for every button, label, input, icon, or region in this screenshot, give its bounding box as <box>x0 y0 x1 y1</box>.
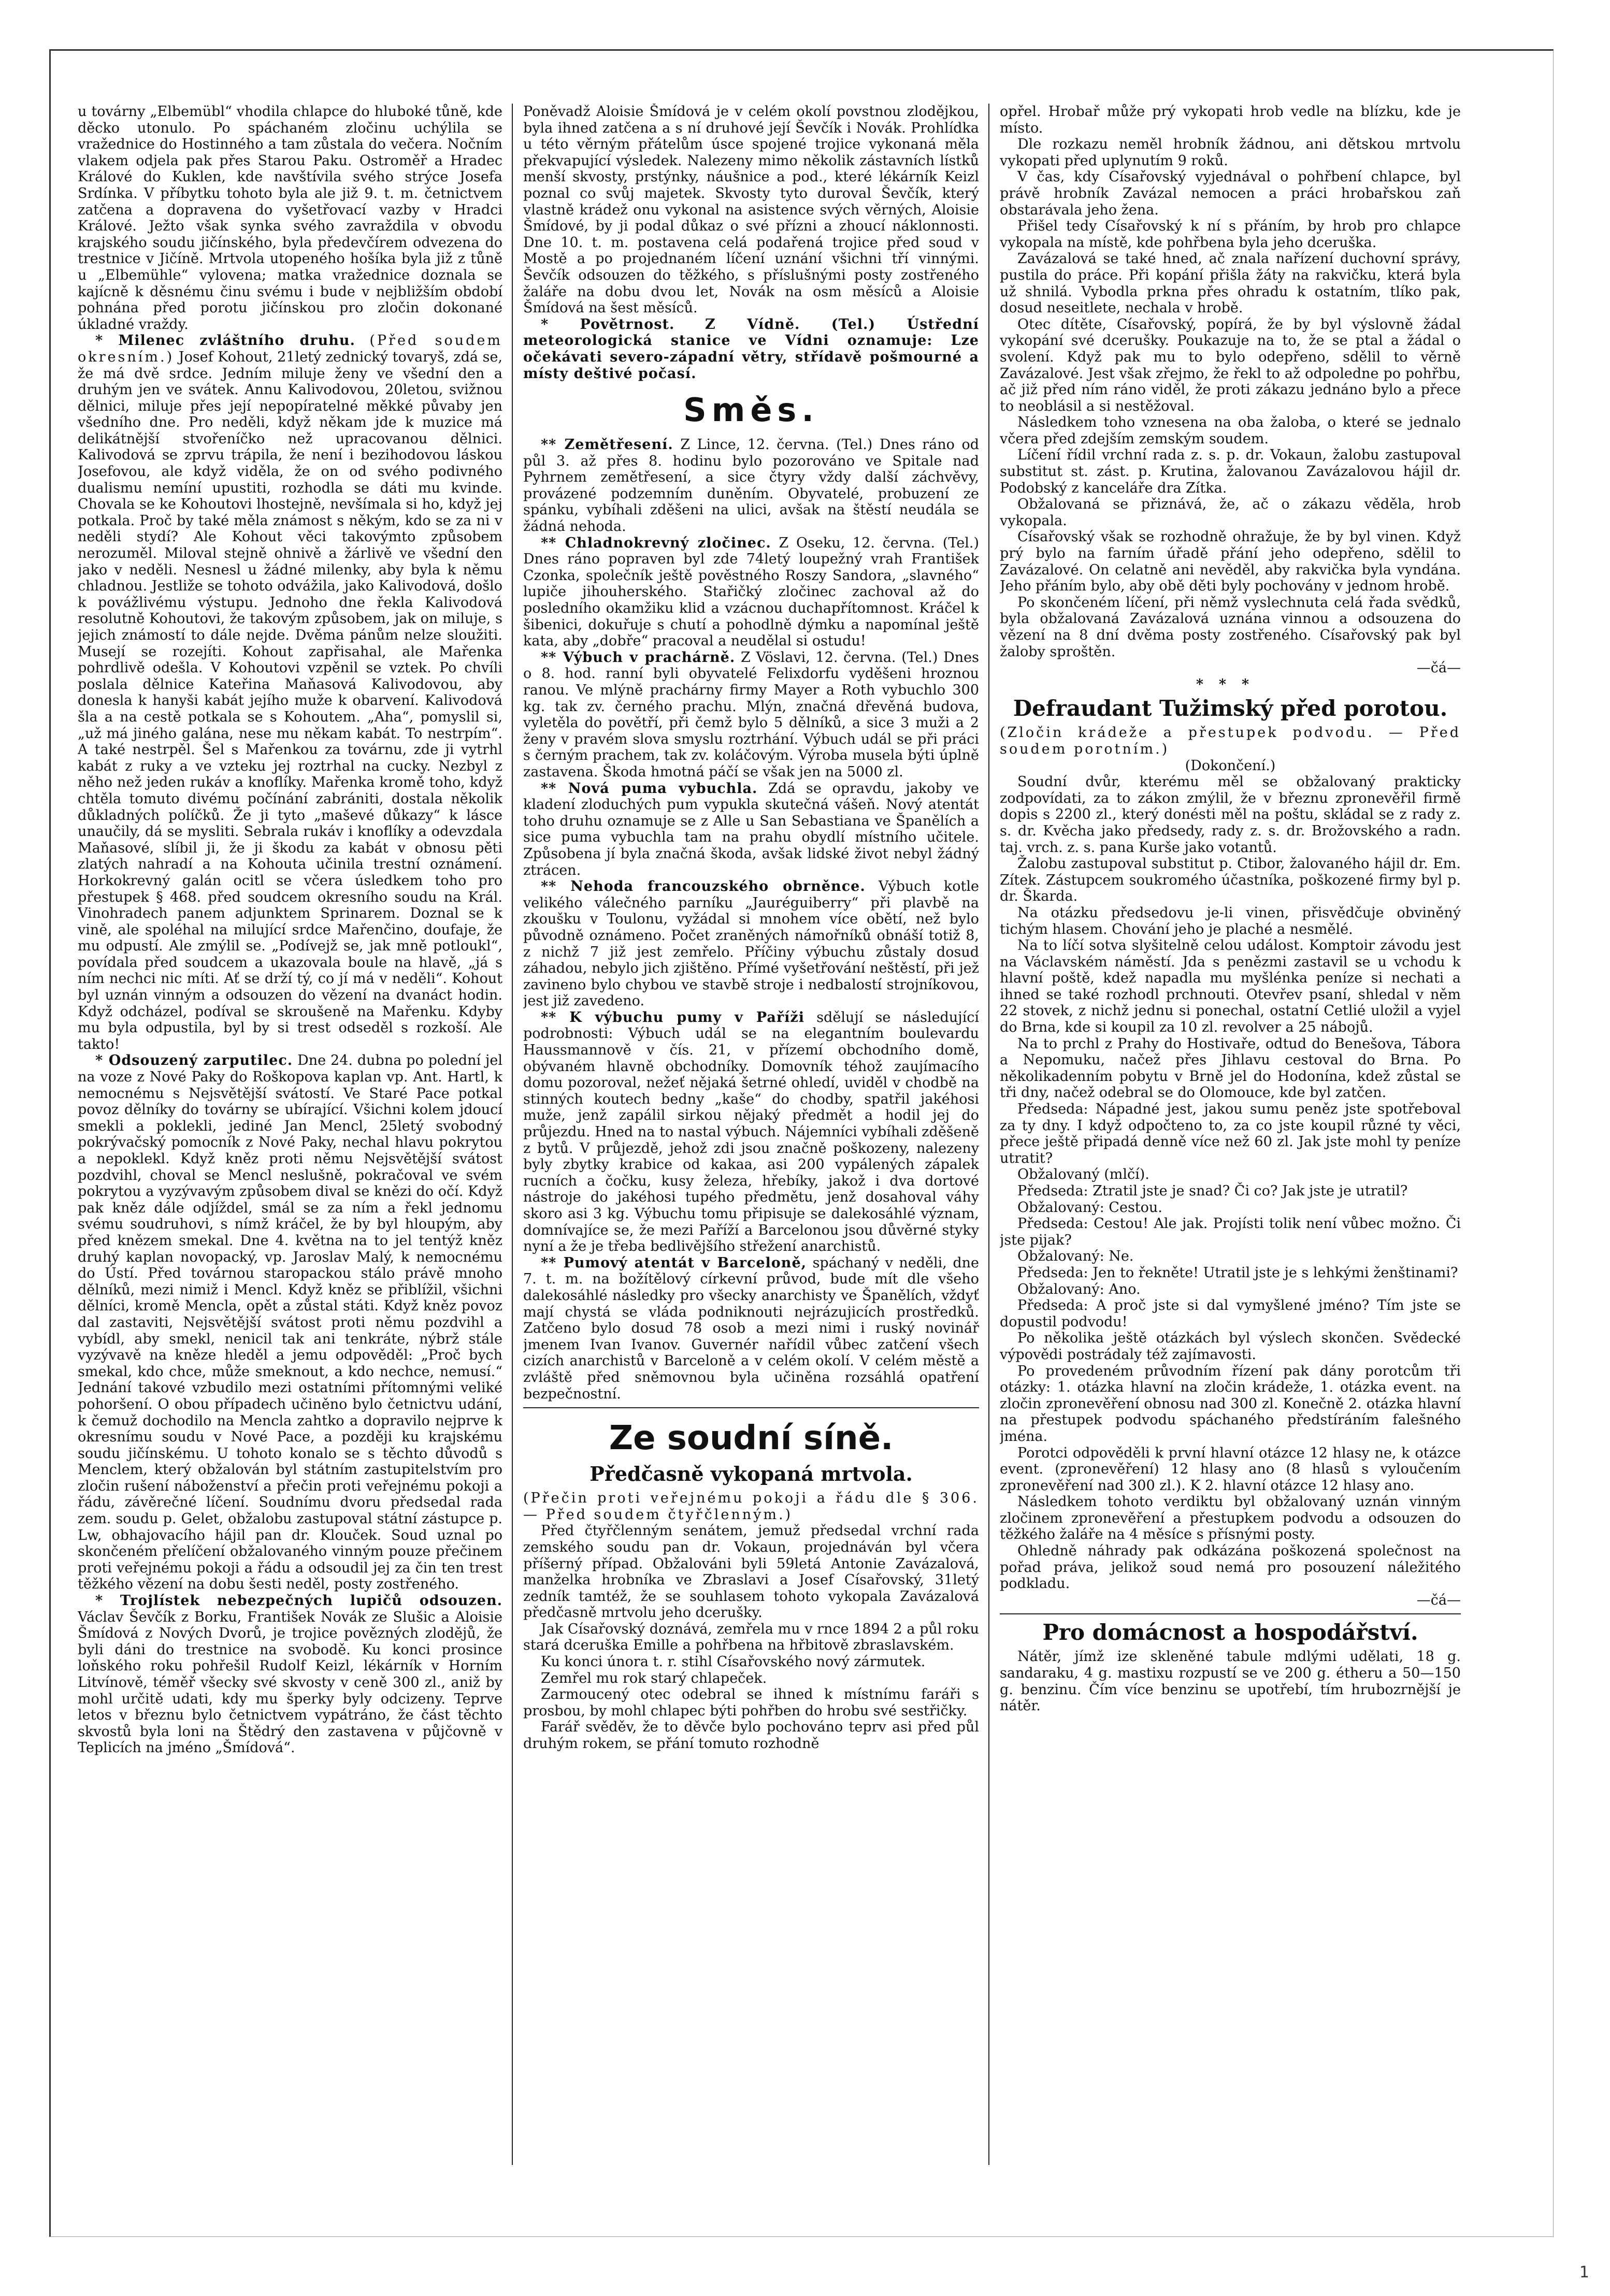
section-title: Ze soudní síně. <box>609 1419 894 1458</box>
paragraph: Porotci odpověděli k první hlavní otázce 12 hlasy ne, k otázce event. (zpronevěření) 12 hlasy ano (8 hlasů s vyloučením zpronevěření nad 300 zl.). K 2. hlavní otázce 12 hlasy ano. <box>1000 1445 1461 1494</box>
paragraph: Následkem tohoto verdiktu byl obžalovaný uznán vinným zločinem zpronevěření a přestupkem podvodu a odsouzen do těžkého žaláře na 4 měsíce s přísnými posty. <box>1000 1494 1461 1543</box>
article-title: Defraudant Tužimský před porotou. <box>1013 696 1448 721</box>
dialogue-line: Obžalovaný: Ne. <box>1017 1248 1134 1265</box>
paragraph: Z Vídně. (Tel.) Ústřední meteorologická stanice ve Vídni oznamuje: Lze očekávati severo-západní větry, střídavě pošmourné a místy deštivé počasí. <box>523 316 979 382</box>
news-item <box>523 316 979 382</box>
divider <box>1000 1613 1461 1614</box>
dialogue-line: Obžalovaný (mlčí). <box>1017 1166 1149 1183</box>
news-item <box>523 1009 979 1255</box>
paragraph: spáchaný v neděli, dne 7. t. m. na božítělový církevní průvod, bude mít dle všeho dalekosáhlé následky pro všecky anarchisty ve Španělích, vždyť mají chystá se vláda podniknouti nejrázujicích prostředků. Zatčeno bylo dosud 78 osob a mezi nimi i ruský novinář jmenem Ivan Ivanov. Guvernér nařídil vůbec zatčení všech cizích anarchistů v Barceloně a v celém okolí. V celém městě a zvláště před sněmovnou byla učiněna rozsáhlá opatření bezpečnostní. <box>523 1254 979 1402</box>
news-item <box>523 535 979 649</box>
paragraph: Po několika ještě otázkách byl výslech skončen. Svědecké výpovědi postrádaly též zajímavosti. <box>1000 1330 1461 1363</box>
paragraph: Z Vöslavi, 12. června. (Tel.) Dnes o 8. hod. ranní byli obyvatelé Felixdorfu vyděšeni hroznou ranou. Ve mlýně prachárny firmy Mayer a Roth vybuchlo 300 kg. tak zv. černého prachu. Mlýn, značná dřevěná budova, vyletěla do povětří, při čemž bylo 5 dělníků, a sice 3 muži a 2 ženy v pravém slova smyslu roztrhání. Výbuch udál se při práci s černým prachem, tak zv. koláčovým. Výroba musela býti úplně zastavena. Škoda hmotná páčí se však jen na 5000 zl. <box>523 649 979 780</box>
paragraph: Na to líčí sotva slyšitelně celou událost. Komptoir závodu jest na Václavském náměstí. Jda s penězmi zastavil se u vchodu k hlavní poště, kdež napadla mu myšlénka peníze si nechati a ihned se také rozhodl prchnouti. Otevřev psaní, shledal v něm 22 stovek, z nichž jednu si ponechal, ostatní Cetlié uložil a vyjel do Brna, kde si koupil za 10 zl. revolver a 25 nábojů. <box>1000 937 1461 1036</box>
paragraph: Po skončeném líčení, při němž vyslechnuta celá řada svědků, byla obžalovaná Zavázalová uznána vinnou a odsouzena do vězení na 8 dní dvěma posty zostřeného. Císařovský pak byl žaloby sproštěn. <box>1000 594 1461 660</box>
dialogue-line: Předseda: Cestou! Ale jak. Projísti tolik není vůbec možno. Či jste pijak? <box>1000 1216 1461 1248</box>
headline: * Milenec zvláštního druhu. <box>95 333 355 349</box>
separator-stars: *** <box>1196 676 1265 692</box>
divider <box>523 1407 979 1408</box>
paragraph: Výbuch kotle velikého válečného parníku „Jauréguiberry“ při plavbě na zkoušku v Toulonu, vyžádal si mnohem více obětí, než bylo původně oznámeno. Počet zraněných námořníků obnáší totiž 8, z nichž 7 již jest zemřelo. Příčiny výbuchu zůstaly dosud záhadou, nebylo jich zjištěno. Přímé vyšetřování neštěstí, při jež zavineno bylo chybou ve stavbě stroje i nedbalostí strojníkovou, jest již zavedeno. <box>523 878 979 1009</box>
paragraph: Následkem toho vznesena na oba žaloba, o které se jednalo včera před zdejším zemským soudem. <box>1000 414 1461 447</box>
headline: ** Výbuch v prachárně. <box>541 649 736 666</box>
news-item <box>78 1052 502 1593</box>
paragraph: Václav Ševčík z Borku, František Novák ze Slušic a Aloisie Šmídová z Nových Dvorů, je trojice povězných zlodějů, že byli dáni do trestnice na svobodě. Ku konci prosince loňského roku pohřešil Rudolf Keizl, lékárník v Horním Litvínově, téměř všecky své skvosty v ceně 300 zl., aniž by mohl určitě udati, kdy mu šperky byly odcizeny. Teprve letos v březnu bylo četnictvem vypátráno, že část těchto skvostů byla loni na Štědrý den zastavena v půjčovně v Teplicích na jméno „Šmídová“. <box>78 1609 502 1756</box>
paragraph: Přišel tedy Císařovský k ní s přáním, by hrob pro chlapce vykopala na místě, kde pohřbena byla jeho dceruška. <box>1000 218 1461 251</box>
news-item <box>78 333 502 1052</box>
signature: —čá— <box>1416 1592 1461 1608</box>
article-lead: (Zločin krádeže a přestupek podvodu. — Před soudem porotním.) <box>1000 725 1461 757</box>
paragraph: Nátěr, jímž ize skleněné tabule mdlými udělati, 18 g. sandaraku, 4 g. mastixu rozpustí se ve 200 g. étheru a 50—150 g. benzinu. Čím více benzinu se upotřebí, tím hrubozrnější je nátěr. <box>1000 1649 1461 1714</box>
paragraph: sdělují se následující podrobnosti: Výbuch udál se na elegantním boulevardu Haussmannově v čís. 21, v přízemí obchodního domě, obývaném hlavně obchodníky. Domovník téhož zaujímacího domu pozoroval, nežeť nějaká šetrné ohledí, uviděl v chodbě na stinných koutech bedny „kaše“ do chodby, spatřil jakéhosi muže, jenž zapálil sirkou nějaký předmět a hodil jej do průjezdu. Hned na to nastal výbuch. Nájemníci vybíhali zděšeně z bytů. V průjezdě, jehož zdi jsou značně poškozeny, nalezeny byly zbytky krabice od kakaa, asi 200 vypálených zápalek rucních a čočku, kusy železa, hřebíky, jakož i dva dortové nástroje do jakéhosi tupého předmětu, jenž dosahoval váhy skoro asi 3 kg. Výbuchu tomu připisuje se dalekosáhlé význam, domnívajíce se, že mezi Paříží a Barcelonou jsou důvěrné styky nyní a že je třeba bedlivějšího střežení anarchistů. <box>523 1009 979 1255</box>
paragraph: Po provedeném průvodním řízení pak dány porotcům tři otázky: 1. otázka hlavní na zločin krádeže, 1. otázka event. na zločin zpronevěření obnosu nad 300 zl. Konečně 2. otázka hlavní na přestupek podvodu spáchaného předstíráním falešného jména. <box>1000 1363 1461 1445</box>
dialogue-line: Předseda: Jen to řekněte! Utratil jste je s lehkými ženštinami? <box>1017 1264 1458 1281</box>
paragraph: Josef Kohout, 21letý zednický tovaryš, zdá se, že má dvě srdce. Jedním miluje ženy ve všední den a druhým jen ve svátek. Annu Kalivodovou, 20letou, svižnou dělnici, miluje přes její nepopíratelné měkké půvaby jen všedního dne. Pro neděli, když někam jde k muzice má delikátnější stvořeníčko než upracovanou dělnici. Kalivodová se zprvu trápila, že není i bezihodovou láskou Josefovou, ale když viděla, že on od svého podivného dualismu nemíní upustiti, rozhodla se dáti mu kvinde. Chovala se ke Kohoutovi lhostejně, nevšímala si ho, když jej potkala. Proč by také měla známost s někým, kdo se za ni v neděli stydí? Ale Kohout věci takovýmto způsobem nerozuměl. Miloval stejně ohnivě a žárlivě ve všední den jako v neděli. Nesnesl u žádné milenky, aby byla k němu chladnou. Jestliže se tohoto odvážila, jako Kalivodová, došlo k povážlivému výstupu. Jednoho dne řekla Kalivodová resolutně Kohoutovi, že takovým způsobem, jak on miluje, s jejich známostí to dále nejde. Dvěma pánům nelze sloužiti. Musejí se rozejíti. Kohout zapřisahal, ale Mařenka pohrdlivě odešla. V Kohoutovi vzpěnil se vztek. Po chvíli poslala dělnice Kateřina Maňasová Kalivodovou, aby donesla k hanyši kabát jejího muže k obarvení. Kalivodová šla a na cestě potkala se s Kohoutem. „Aha“, pomyslil si, „už má jiného galána, nese mu někam kabát. To nestrpím“. A také nestrpěl. Šel s Mařenkou za továrnu, zde ji vytrhl kabát z ruky a ve vzteku jej roztrhal na cucky. Nezbyl z něho než jeden rukáv a knoflíky. Mařenka kromě toho, když chtěla tomuto divému počínání zabrániti, dostala několik důkladných políčků. Že ji tyto „maševé důkazy“ k lásce unaučily, dá se mysliti. Sebrala rukáv i knoflíky a odevzdala Maňasové, slíbil ji, že ji škodu za kabát v obnosu pěti zlatých nahradí a na Kohouta učinila trestní oznámení. Horkokrevný galán ocitl se včera úsledkem toho pro přestupek § 468. před soudcem okresního soudu na Král. Vinohradech panem adjunktem Sprinarem. Doznal se k vině, ale spoléhal na milující srdce Mařenčino, doufaje, že mu odpustí. Ale zmýlil se. „Podívejž se, jak mně potloukl“, povídala před soudcem a ukazovala boule na hlavě, „já s ním nechci nic míti. Ať se drží tý, co jí má v neděli“. Kohout byl uznán vinným a odsouzen do vězení na dvanáct hodin. Když odcházel, podíval se skroušeně na Mařenku. Kdyby mu byla odpustila, byl by si trest odseděl s rozkoší. Ale takto! <box>78 349 502 1052</box>
column-right <box>1000 104 1461 2165</box>
paragraph: Císařovský však se rozhodně ohražuje, že by byl vinen. Když prý bylo na farním úřadě přání jeho odepřeno, sdělil to Zavázalové. On celatně ani nevěděl, aby rakvička byla vyndána. Jeho přáním bylo, aby obě děti byly pochovány v jednom hrobě. <box>1000 529 1461 595</box>
paragraph: Poněvadž Aloisie Šmídová je v celém okolí povstnou zlodějkou, byla ihned zatčena a s ní druhové její Ševčík i Novák. Prohlídka u této věrným přátelům úsce spojené trojice vykonaná měla překvapující výsledek. Nalezeny mimo několik zástavních lístků menší skvosty, prstýnky, náušnice a pod., které lékárník Keizl poznal co svůj majetek. Skvosty tyto duroval Ševčík, který vlastně krádež onu vykonal na asistence svých věrných, Aloisie Šmídové, by ji podal důkaz o své přízni a zhoucí náklonnosti. Dne 10. t. m. postavena celá podařená trojice před soud v Mostě a po projednaném líčení uznání všichni tří vinnými. Ševčík odsouzen do těžkého, s příslušnými posty zostřeného žaláře na dobu dvou let, Novák na osm měsíců a Aloisie Šmídová na šest měsíců. <box>523 104 979 316</box>
dialogue-line: Předseda: A proč jste si dal vymyšlené jméno? Tím jste se dopustil podvodu! <box>1000 1297 1461 1330</box>
dialogue-line: Obžalovaný: Cestou. <box>1017 1199 1162 1216</box>
paragraph: Ku konci února t. r. stihl Císařovského nový zármutek. <box>541 1654 926 1670</box>
news-item <box>523 781 979 879</box>
paragraph: Soudní dvůr, kterému měl se obžalovaný prakticky zodpovídati, za to zákon zmýlil, že v březnu zpronevěřil firmě dopis s 2200 zl., který donésti měl na poštu, skládal se z rady z. s. dr. Kvěcha jako předsedy, rady z. s. dr. Brožovského a radn. taj. vrch. z. s. pana Kurše jako votantů. <box>1000 774 1461 856</box>
dialogue-line: Předseda: Ztratil jste je snad? Či co? Jak jste je utratil? <box>1017 1183 1408 1199</box>
paragraph: Jak Císařovský doznává, zemřela mu v rnce 1894 2 a půl roku stará dceruška Emille a pohřbena na hřbitově zbraslavském. <box>523 1621 979 1654</box>
continuation-note: (Dokončení.) <box>1185 757 1276 774</box>
headline: ** Chladnokrevný zločinec. <box>541 535 771 551</box>
headline: ** Zemětřesení. <box>541 437 673 453</box>
article-lead: (Přečin proti veřejnému pokoji a řádu dle § 306. — Před soudem čtyřčlenným.) <box>523 1490 979 1523</box>
headline: * Odsouzený zarputilec. <box>95 1052 293 1069</box>
paragraph: Ohledně náhrady pak odkázána poškozená společnost na pořad práva, jelikož soud nemá pro posouzení náležitého podkladu. <box>1000 1543 1461 1592</box>
news-item <box>523 437 979 535</box>
news-item <box>523 878 979 1009</box>
paragraph: Farář svěděv, že to děvče bylo pochováno teprv asi před půl druhým rokem, se přání tomuto rozhodně <box>523 1719 979 1752</box>
section-title: Směs. <box>683 391 819 429</box>
paragraph: Na to prchl z Prahy do Hostivaře, odtud do Benešova, Tábora a Nepomuku, načež přes Jihlavu cestoval do Brna. Po několikadenním pobytu v Brně jel do Hodonína, kdež zůstal se tři dny, načež odebral se do Olomouce, kde byl zatčen. <box>1000 1035 1461 1101</box>
headline: ** Nová puma vybuchla. <box>541 780 758 797</box>
dialogue-line: Předseda: Nápadné jest, jakou sumu peněz jste spotřeboval za ty dny. I když odpočteno to, za co jste koupil různé ty věci, přece ještě připadá denně více než 60 zl. Jak jste mohl ty peníze utratit? <box>1000 1101 1461 1166</box>
paragraph: Před čtyřčlenným senátem, jemuž předsedal vrchní rada zemského soudu pan dr. Vokaun, projednáván byl včera příšerný případ. Obžalováni byli 59letá Antonie Zavázalová, manželka hrobníka ve Zbraslavi a Josef Císařovský, 31letý zedník tamtéž, že se souhlasem tohoto vykopala Zavázalová předčasně mrtvolu jeho dcerušky. <box>523 1523 979 1621</box>
paragraph: Obžalovaná se přiznává, že, ač o zákazu věděla, hrob vykopala. <box>1000 496 1461 529</box>
signature: —čá— <box>1416 660 1461 676</box>
paragraph: Žalobu zastupoval substitut p. Ctibor, žalovaného hájil dr. Em. Zítek. Zástupcem soukromého účastníka, poškozené firmy byl p. dr. Škarda. <box>1000 856 1461 905</box>
paragraph: Dle rozkazu neměl hrobník žádnou, ani dětskou mrtvolu vykopati před uplynutím 9 roků. <box>1000 136 1461 169</box>
headline: ** Pumový atentát v Barceloně, <box>541 1254 807 1271</box>
news-item <box>78 1593 502 1756</box>
paragraph: opřel. Hrobař může prý vykopati hrob vedle na blízku, kde je místo. <box>1000 104 1461 136</box>
dialogue-line: Obžalovaný: Ano. <box>1017 1281 1141 1297</box>
page-mark: 1 <box>1579 2263 1589 2281</box>
paragraph: Zdá se opravdu, jakoby ve kladení zloduchých pum vypukla skutečná vášeň. Nový atentát toho druhu oznamuje se z Alle u San Sebastiana ve Španělích a sice puma vybuchla tam na prahu obydlí místního učitele. Způsobena jí byla značná škoda, avšak lidské život nebyl žádný ztrácen. <box>523 780 979 878</box>
paragraph: V čas, kdy Císařovský vyjednával o pohřbení chlapce, byl právě hrobník Zavázal nemocen a práci hrobařskou zaň obstarávala jeho žena. <box>1000 169 1461 218</box>
paragraph: u továrny „Elbemübl“ vhodila chlapce do hluboké tůně, kde děcko utonulo. Po spáchaném zločinu uchýlila se vražednice do Hostinného a tam zůstala do večera. Nočním vlakem odjela pak přes Starou Paku. Ostroměř a Hradec Králové do Kuklen, kde navštívila svého strýce Josefa Srdínka. V příbytku tohoto byla ale již 9. t. m. četnictvem zatčena a dopravena do vyšetřovací vazby v Hradci Králové. Ježto však synka svého zavraždila v obvodu krajského soudu jičínského, byla předevčírem odvezena do trestnice v Jičíně. Mrtvola utopeného hošíka byla již z tůně u „Elbemühle“ vylovena; matka vražednice doznala se kajícně k děsnému činu svému i bude v nejbližším období pohnána před porotu jičínskou pro zločin dokonané úkladné vraždy. <box>78 104 502 333</box>
news-item <box>523 1255 979 1402</box>
headline: ** Nehoda francouzského obrněnce. <box>541 878 866 895</box>
subhead: (Před soudem okresním.) <box>78 333 502 365</box>
headline: * Trojlístek nebezpečných lupičů odsouzen. <box>95 1593 502 1609</box>
headline: ** K výbuchu pumy v Paříži <box>541 1009 804 1026</box>
headline: * Povětrnost. <box>541 316 675 333</box>
paragraph: Zemřel mu rok starý chlapeček. <box>541 1670 767 1686</box>
column-rule <box>512 104 513 2165</box>
paragraph: Z Oseku, 12. června. (Tel.) Dnes ráno popraven byl zde 74letý loupežný vrah František Czonka, společník ještě pověstného Roszy Sandora, „slavného“ lupiče jihouherského. Stařičký zločinec zachoval až do posledního okamžiku klid a vzácnou duchapřítomnost. Kráčel k šibenici, dokuřuje s chutí a pohodlně dýmku a napomínal ještě kata, aby „dobře“ pracoval a neudělal si ostudu! <box>523 535 979 649</box>
section-title: Pro domácnost a hospodářství. <box>1042 1620 1418 1645</box>
article-title: Předčasně vykopaná mrtvola. <box>590 1462 913 1486</box>
news-item <box>523 649 979 781</box>
column-middle <box>523 104 979 2165</box>
paragraph: Zarmoucený otec odebral se ihned k místnímu faráři s prosbou, by mohl chlapec býti pohřben do hrobu své sestřičky. <box>523 1686 979 1719</box>
paragraph: Na otázku předsedovu je-li vinen, přisvědčuje obviněný tichým hlasem. Chování jeho je plaché a nesmělé. <box>1000 904 1461 937</box>
paragraph: Líčení řídil vrchní rada z. s. p. dr. Vokaun, žalobu zastupoval substitut st. zást. p. Krutina, žalovanou Zavázalovou hájil dr. Podobský z kanceláře dra Zítka. <box>1000 447 1461 496</box>
paragraph: Otec dítěte, Císařovský, popírá, že by byl výslovně žádal vykopání své dcerušky. Poukazuje na to, že se ptal a žádal o svolení. Když pak mu to bylo odepřeno, sdělil to věrně Zavázalové. Jest však zřejmo, že řekl to až odpoledne po pohřbu, ač již před ním ráno viděl, že proti zákazu jednáno bylo a přece to neoblásil a si nestěžoval. <box>1000 316 1461 414</box>
column-rule <box>988 104 989 2165</box>
paragraph: Dne 24. dubna po polední jel na voze z Nové Paky do Roškopova kaplan vp. Ant. Hartl, k nemocnému s Nejsvětější svátostí. Ve Staré Pace potkal povoz dělníky do továrny se ubírající. Všichni kolem jdoucí smekli a poklekli, jediné Jan Mencl, 25letý svobodný pokrývačský pomocník z Nové Paky, nechal hlavu pokrytou a nepoklekl. Když kněz proti němu Nejsvětější svátost pozdvihl, choval se Mencl neslušně, pokračoval ve svém pokrytou a vyzývavým způsobem dival se knězi do očí. Když pak kněz dále odjíždel, smál se za ním a řekl jednomu svému soudruhovi, s nímž kráčel, že by byl hloupým, aby před knězem smekal. Dne 4. května na to jel tentýž kněz druhý kaplan novopacký, vp. Jaroslav Malý, k nemocnému do Ústí. Před továrnou staropackou stálo právě mnoho dělníků, mezi nimiž i Mencl. Když kněz se přiblížil, všichni dělníci, kromě Mencla, opět a zůstal státi. Když kněz povoz dal zastaviti, Nejsvětější svátost proti němu pozdvihl a vybídl, aby smekl, nenicil tak ani tenkráte, nýbrž stále vyzývavě na kněze hleděl a jemu odpověděl: „Proč bych smekal, kdo chce, může smeknout, a kdo nechce, nemusí.“ Jednání takové vzbudilo mezi ostatními přítomnými veliké pohoršení. O obou případech učiněno bylo četnictvu udání, k čemuž dochodilo na Mencla zahtko a dopravilo nejprve k okresnímu soudu v Nové Pace, a později ku krajskému soudu jičínskému. U tohoto konalo se s těchto důvodů s Menclem, který obžalován byl státním zastupitelstvím pro zločin rušení náboženství a přečin proti veřejnému pokoji a řádu, závěrečné líčení. Soudnímu dvoru předsedal rada zem. soudu p. Gelet, obžalobu zastupoval státní zástupce p. Lw, obhajovacího hájil pan dr. Klouček. Soud uznal po skončeném přelíčení obžalovaného vinným pouze přečinem proti veřejnému pokoji a řádu a odsoudil jej za čin ten trest těžkého vězení na dobu šesti neděl, posty zostřeného. <box>78 1052 502 1593</box>
column-left <box>78 104 502 2165</box>
paragraph: Z Lince, 12. června. (Tel.) Dnes ráno od půl 3. až přes 8. hodinu bylo pozorováno ve Spitale nad Pyhrnem zemětřesení, a sice čtyry vždy další záchvěvy, provázené podzemním duněním. Obyvatelé, probuzení ze spánku, vybíhali zděšeni na ulici, avšak na štěstí neudála se žádná nehoda. <box>523 437 979 535</box>
paragraph: Zavázalová se také hned, ač znala nařízení duchovní správy, pustila do práce. Při kopání přišla žáty na rakvičku, která byla už shnilá. Vybodla prkna přes ohradu k ostatním, tlíko pak, dosud neseitlete, nechala v hrobě. <box>1000 251 1461 316</box>
